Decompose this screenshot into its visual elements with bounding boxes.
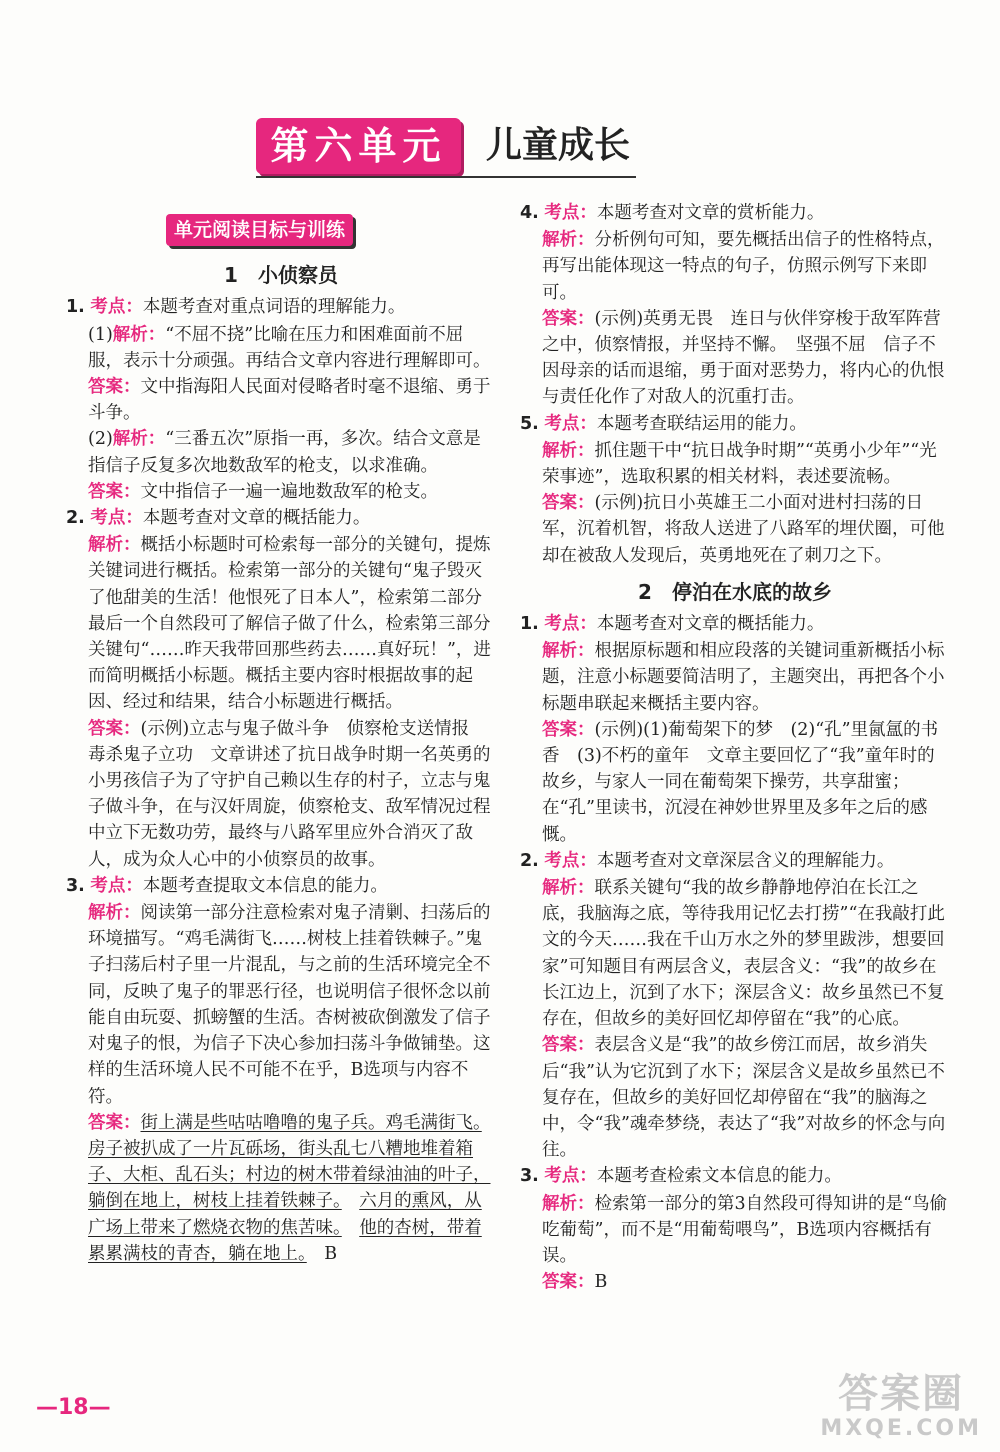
q1-answer-1: 答案：文中指海阳人民面对侵略者时毫不退缩、勇于斗争。 bbox=[88, 377, 491, 424]
section-badge: 单元阅读目标与训练 bbox=[166, 214, 353, 246]
question-5: 5. 考点：本题考查联结运用的能力。 bbox=[520, 413, 807, 434]
lesson2-question-3: 3. 考点：本题考查检索文本信息的能力。 bbox=[520, 1166, 842, 1187]
lesson2-question-1: 1. 考点：本题考查对文章的概括能力。 bbox=[520, 614, 825, 635]
q4-answer: 答案：(示例)英勇无畏 连日与伙伴穿梭于敌军阵营之中，侦察情报，并坚持不懈。 坚强不屈 信子不因母亲的话而退缩，勇于面对恶势力，将内心的仇恨与责任化作了对敌人的沉重打击。 bbox=[542, 308, 945, 408]
question-2: 2. 考点：本题考查对文章的概括能力。 bbox=[66, 508, 371, 529]
l2q3-answer: 答案：B bbox=[542, 1272, 608, 1293]
page-number: —18— bbox=[36, 1395, 111, 1420]
q2-answer: 答案：(示例)立志与鬼子做斗争 侦察枪支送情报 毒杀鬼子立功 文章讲述了抗日战争时期一名英勇的小男孩信子为了守护自己赖以生存的村子，立志与鬼子做斗争，在与汉奸周旋，侦察枪支、敌军情况过程中立下无数功劳，最终与八路军里应外合消灭了敌人，成为众人心中的小侦察员的故事。 bbox=[88, 718, 491, 870]
watermark-cn: 答案圈 bbox=[838, 1371, 965, 1417]
lesson-title-2: 2 停泊在水底的故乡 bbox=[638, 579, 832, 604]
q5-analysis: 解析：抓住题干中“抗日战争时期”“英勇小少年”“光荣事迹”，选取积累的相关材料，表述要流畅。 bbox=[542, 440, 937, 488]
q2-analysis: 解析：概括小标题时可检索每一部分的关键句，提炼关键词进行概括。检索第一部分的关键句“鬼子毁灭了他甜美的生活！他恨死了日本人”，检索第二部分最后一个自然段可了解信子做了什么，检索第三部分关键句“……昨天我带回那些药去……真好玩！”，进而简明概括小标题。概括主要内容时根据故事的起因、经过和结果，结合小标题进行概括。 bbox=[88, 535, 491, 713]
l2q2-analysis: 解析：联系关键句“我的故乡静静地停泊在长江之底，我脑海之底，等待我用记忆去打捞”“在我敲打此文的今天……我在千山万水之外的梦里跋涉，想要回家”可知题目有两层含义，表层含义：“我”的故乡在长江边上，沉到了水下；深层含义：故乡虽然已不复存在，但故乡的美好回忆却停留在“我”的心底。 bbox=[542, 878, 945, 1030]
question-1: 1. 考点：本题考查对重点词语的理解能力。 bbox=[66, 297, 406, 318]
q1-answer-2: 答案：文中指信子一遍一遍地数敌军的枪支。 bbox=[88, 481, 438, 502]
lesson2-question-2: 2. 考点：本题考查对文章深层含义的理解能力。 bbox=[520, 850, 895, 871]
question-3: 3. 考点：本题考查提取文本信息的能力。 bbox=[66, 875, 388, 896]
watermark-logo bbox=[820, 1372, 982, 1441]
header-divider bbox=[256, 176, 636, 178]
lesson-title-1: 1 小侦察员 bbox=[224, 263, 338, 288]
q3-analysis: 解析：阅读第一部分注意检索对鬼子清剿、扫荡后的环境描写。“鸡毛满街飞……树枝上挂着铁棘子。”鬼子扫荡后村子里一片混乱，与之前的生活环境完全不同，反映了鬼子的罪恶行径，也说明信子很怀念以前能自由玩耍、抓螃蟹的生活。杏树被砍倒激发了信子对鬼子的恨，为信子下决心参加扫荡斗争做铺垫。这样的生活环境人民不可能不在乎，B选项与内容不符。 bbox=[88, 903, 491, 1107]
left-column bbox=[66, 200, 496, 1267]
l2q1-answer: 答案：(示例)(1)葡萄架下的梦 (2)“孔”里氤氲的书香 (3)不朽的童年 文章主要回忆了“我”童年时的故乡，与家人一同在葡萄架下操劳，共享甜蜜；在“孔”里读书，沉浸在神妙世界里及多年之后的感慨。 bbox=[542, 719, 939, 845]
l2q2-answer: 答案：表层含义是“我”的故乡傍江而居，故乡消失后“我”认为它沉到了水下；深层含义是故乡虽然已不复存在，但故乡的美好回忆却停留在“我”的脑海之中，令“我”魂牵梦绕，表达了“我”对故乡的怀念与向往。 bbox=[542, 1035, 946, 1161]
q1-analysis-1: (1)解析：“不屈不挠”比喻在压力和困难面前不屈服，表示十分顽强。再结合文章内容进行理解即可。 bbox=[88, 324, 491, 371]
unit-title: 儿童成长 bbox=[486, 125, 631, 166]
right-column bbox=[520, 200, 950, 1295]
q1-analysis-2: (2)解析：“三番五次”原指一再，多次。结合文意是指信子反复多次地数敌军的枪支，以求准确。 bbox=[88, 429, 481, 476]
l2q3-analysis: 解析：检索第一部分的第3自然段可得知讲的是“鸟偷吃葡萄”，而不是“用葡萄喂鸟”，B选项内容概括有误。 bbox=[542, 1193, 948, 1266]
question-4: 4. 考点：本题考查对文章的赏析能力。 bbox=[520, 203, 825, 223]
q4-analysis: 解析：分析例句可知，要先概括出信子的性格特点，再写出能体现这一特点的句子，仿照示例写下来即可。 bbox=[542, 230, 945, 303]
q3-answer: 答案：街上满是些咕咕噜噜的鬼子兵。鸡毛满街飞。 房子被扒成了一片瓦砾场，街头乱七八糟地堆着箱子、大柜、乱石头；村边的树木带着绿油油的叶子，躺倒在地上，树枝上挂着铁棘子。 六月的熏风，从广场上带来了燃烧衣物的焦苦味。 他的杏树，带着累累满枝的青杏，躺在地上。 B bbox=[88, 1112, 491, 1264]
watermark-url: MXQE.COM bbox=[820, 1416, 982, 1441]
l2q1-analysis: 解析：根据原标题和相应段落的关键词重新概括小标题，注意小标题要简洁明了，主题突出，再把各个小标题串联起来概括主要内容。 bbox=[542, 641, 945, 714]
unit-label-badge: 第六单元 bbox=[256, 118, 461, 174]
q5-answer: 答案：(示例)抗日小英雄王二小面对进村扫荡的日军，沉着机智，将敌人送进了八路军的埋伏圈，可他却在被敌人发现后，英勇地死在了刺刀之下。 bbox=[542, 493, 945, 566]
